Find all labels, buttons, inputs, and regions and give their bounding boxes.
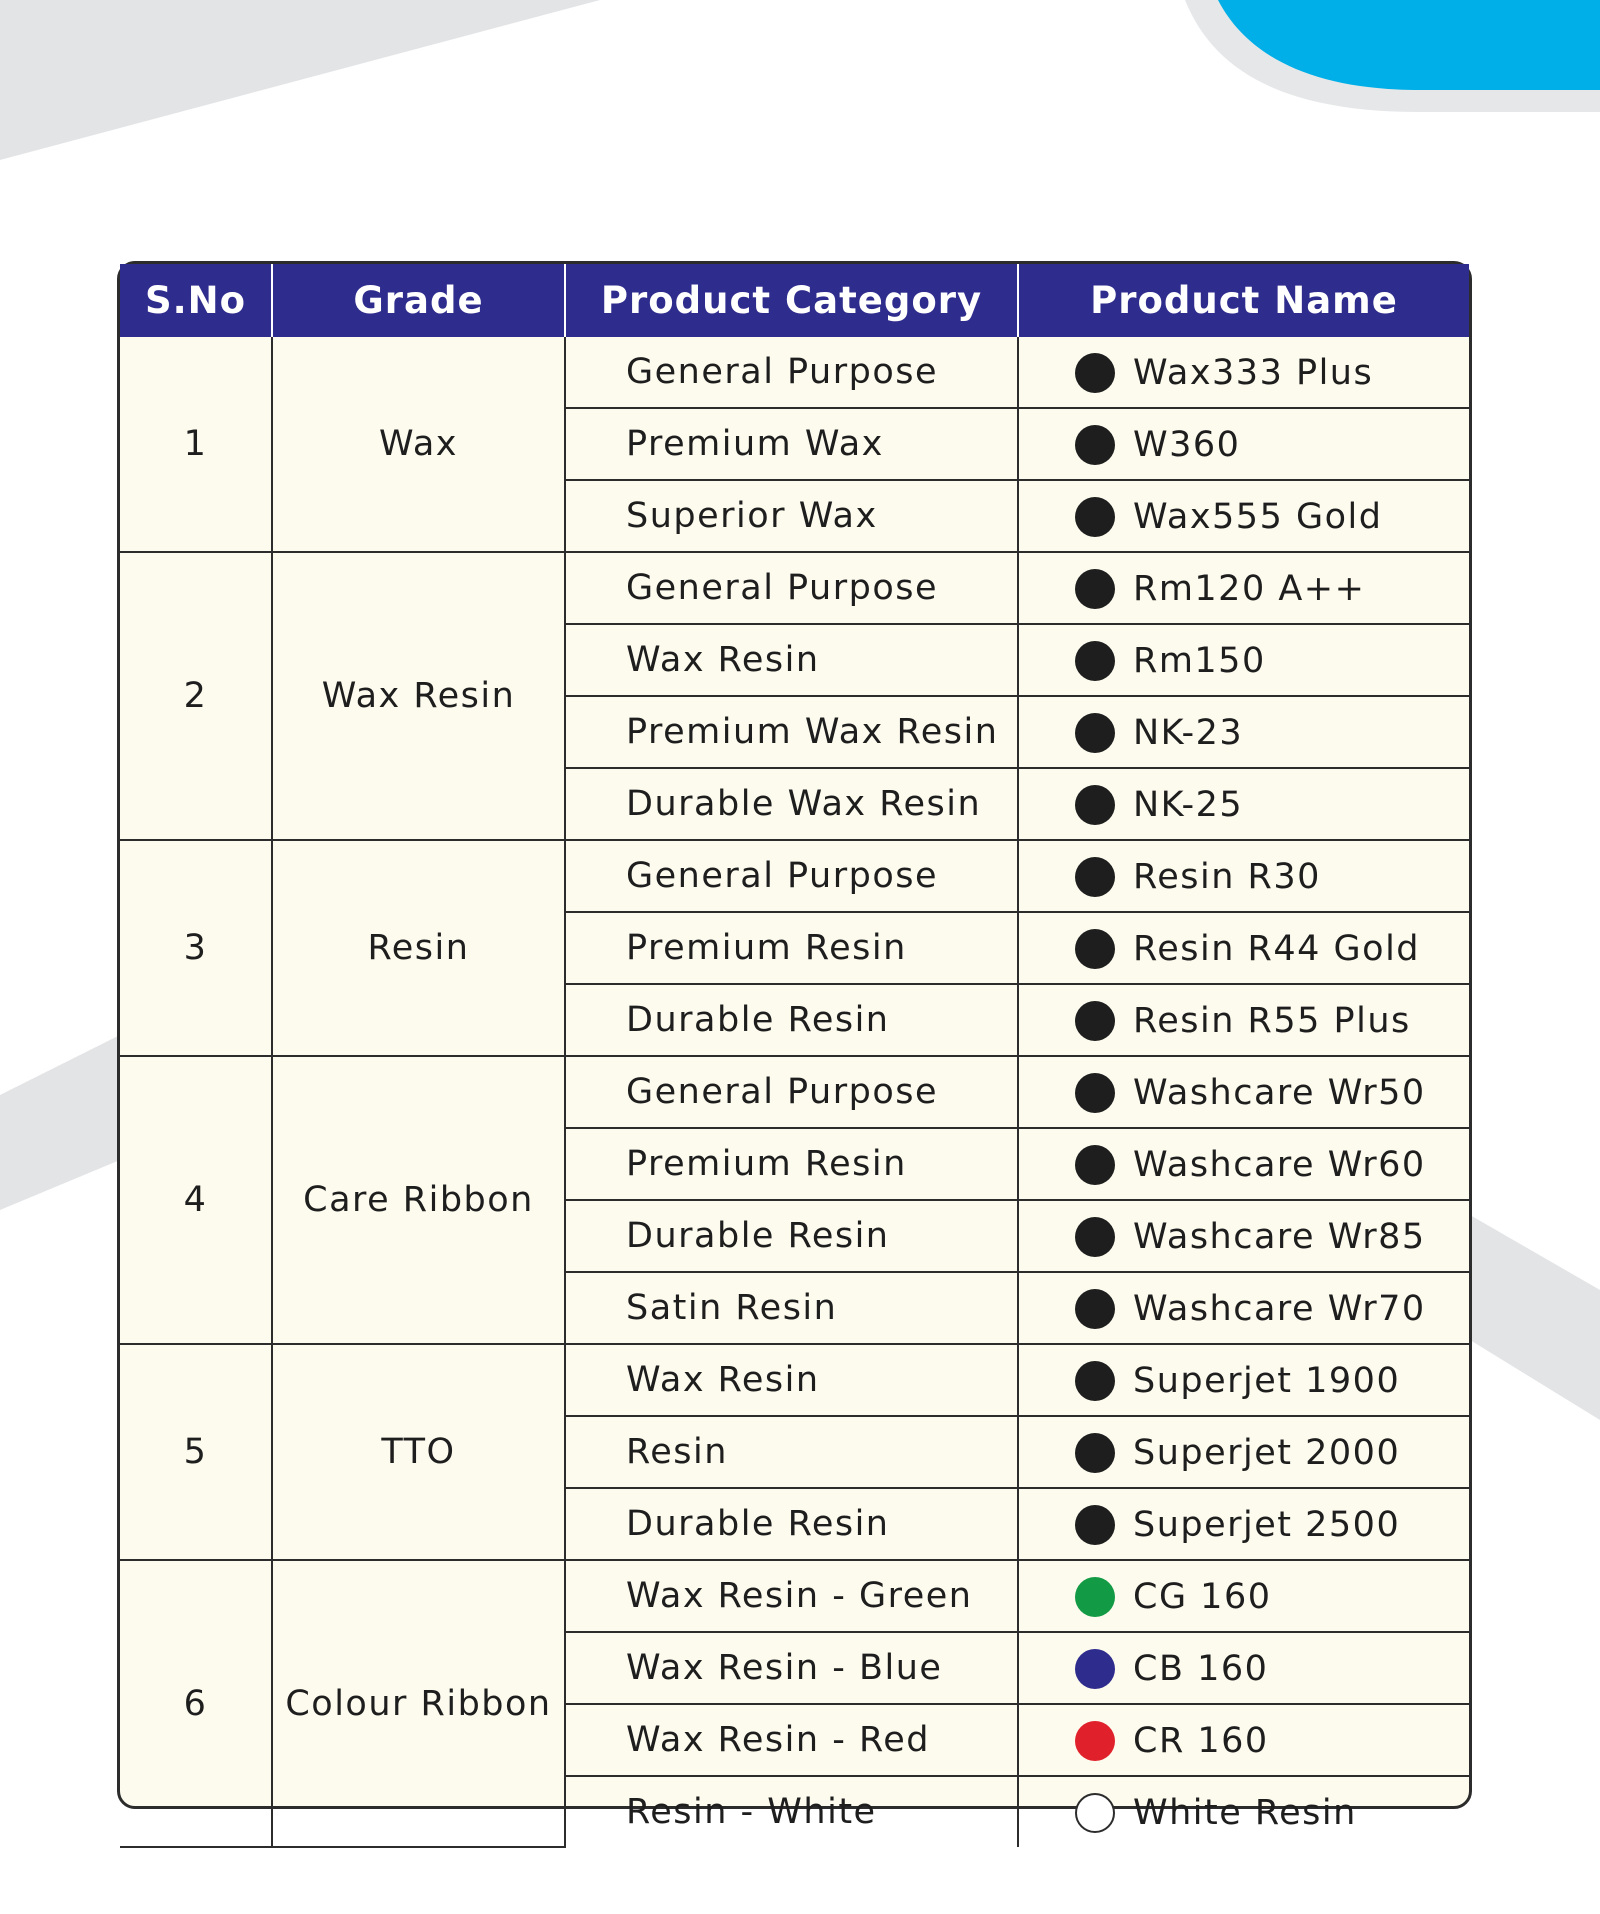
cell-product-name xyxy=(1018,1344,1469,1416)
header-sno: S.No xyxy=(120,264,272,337)
color-dot-icon xyxy=(1075,1577,1115,1617)
cell-product-name xyxy=(1018,480,1469,552)
cell-product-category: Premium Wax xyxy=(565,408,1018,480)
cell-product-name xyxy=(1018,1056,1469,1128)
cell-product-category: Wax Resin - Green xyxy=(565,1560,1018,1632)
product-name-text: Washcare Wr70 xyxy=(1133,1288,1426,1329)
cell-grade: Wax xyxy=(272,337,565,552)
color-dot-icon xyxy=(1075,1001,1115,1041)
product-name-text: Rm150 xyxy=(1133,640,1266,681)
cell-product-name xyxy=(1018,1704,1469,1776)
color-dot-icon xyxy=(1075,641,1115,681)
color-dot-icon xyxy=(1075,1721,1115,1761)
cell-product-name xyxy=(1018,1776,1469,1847)
product-name-text: Resin R44 Gold xyxy=(1133,928,1421,969)
product-table-container xyxy=(117,261,1472,1833)
color-dot-icon xyxy=(1075,785,1115,825)
cell-product-name xyxy=(1018,1416,1469,1488)
color-dot-icon xyxy=(1075,1145,1115,1185)
cell-product-name xyxy=(1018,552,1469,624)
product-name-text: Resin R55 Plus xyxy=(1133,1000,1411,1041)
header-product-name: Product Name xyxy=(1018,264,1469,337)
cell-product-name xyxy=(1018,1632,1469,1704)
cell-product-category: Superior Wax xyxy=(565,480,1018,552)
cell-grade: Care Ribbon xyxy=(272,1056,565,1344)
color-dot-icon xyxy=(1075,1793,1115,1833)
cell-product-category: Wax Resin xyxy=(565,624,1018,696)
cell-product-category: General Purpose xyxy=(565,552,1018,624)
table-row xyxy=(120,1344,1469,1416)
product-name-text: Wax555 Gold xyxy=(1133,496,1383,537)
product-name-text: Superjet 1900 xyxy=(1133,1360,1401,1401)
product-name-text: Washcare Wr50 xyxy=(1133,1072,1426,1113)
cell-product-name xyxy=(1018,1272,1469,1344)
cell-product-name xyxy=(1018,1488,1469,1560)
table-row xyxy=(120,1560,1469,1632)
cell-product-name xyxy=(1018,912,1469,984)
product-name-text: Washcare Wr60 xyxy=(1133,1144,1426,1185)
product-name-text: NK-23 xyxy=(1133,712,1244,753)
color-dot-icon xyxy=(1075,1289,1115,1329)
cell-grade: Colour Ribbon xyxy=(272,1560,565,1847)
header-grade: Grade xyxy=(272,264,565,337)
cell-product-name xyxy=(1018,768,1469,840)
product-name-text: Washcare Wr85 xyxy=(1133,1216,1426,1257)
cell-product-category: Wax Resin - Red xyxy=(565,1704,1018,1776)
cell-sno: 2 xyxy=(120,552,272,840)
cell-sno: 6 xyxy=(120,1560,272,1847)
cell-product-name xyxy=(1018,840,1469,912)
product-name-text: CB 160 xyxy=(1133,1648,1269,1689)
cell-product-name xyxy=(1018,408,1469,480)
product-name-text: CG 160 xyxy=(1133,1576,1272,1617)
color-dot-icon xyxy=(1075,497,1115,537)
cell-product-category: General Purpose xyxy=(565,1056,1018,1128)
header-product-category: Product Category xyxy=(565,264,1018,337)
cell-product-category: Resin xyxy=(565,1416,1018,1488)
cell-product-category: Satin Resin xyxy=(565,1272,1018,1344)
top-left-swoosh xyxy=(0,0,600,160)
table-row xyxy=(120,552,1469,624)
cell-grade: Resin xyxy=(272,840,565,1056)
cell-sno: 3 xyxy=(120,840,272,1056)
cell-product-name xyxy=(1018,696,1469,768)
cell-product-name xyxy=(1018,984,1469,1056)
cell-product-category: Durable Resin xyxy=(565,984,1018,1056)
cell-product-category: General Purpose xyxy=(565,337,1018,408)
table-body xyxy=(120,337,1469,1847)
product-name-text: Rm120 A++ xyxy=(1133,568,1366,609)
cell-product-category: Resin - White xyxy=(565,1776,1018,1847)
color-dot-icon xyxy=(1075,1073,1115,1113)
table-row xyxy=(120,337,1469,408)
cell-product-category: Premium Wax Resin xyxy=(565,696,1018,768)
cell-grade: Wax Resin xyxy=(272,552,565,840)
cell-grade: TTO xyxy=(272,1344,565,1560)
color-dot-icon xyxy=(1075,1217,1115,1257)
product-name-text: Superjet 2500 xyxy=(1133,1504,1401,1545)
cell-product-name xyxy=(1018,1560,1469,1632)
product-name-text: Resin R30 xyxy=(1133,856,1321,897)
product-name-text: W360 xyxy=(1133,424,1241,465)
right-mid-swoosh xyxy=(1470,1215,1600,1420)
color-dot-icon xyxy=(1075,857,1115,897)
color-dot-icon xyxy=(1075,1505,1115,1545)
cell-sno: 1 xyxy=(120,337,272,552)
table-row xyxy=(120,1056,1469,1128)
cell-product-category: Wax Resin - Blue xyxy=(565,1632,1018,1704)
cell-product-category: Durable Resin xyxy=(565,1488,1018,1560)
color-dot-icon xyxy=(1075,1361,1115,1401)
color-dot-icon xyxy=(1075,1649,1115,1689)
color-dot-icon xyxy=(1075,353,1115,393)
color-dot-icon xyxy=(1075,425,1115,465)
cell-product-category: General Purpose xyxy=(565,840,1018,912)
cell-product-category: Premium Resin xyxy=(565,912,1018,984)
product-name-text: White Resin xyxy=(1133,1792,1357,1833)
cell-product-name xyxy=(1018,1128,1469,1200)
cell-product-name xyxy=(1018,337,1469,408)
color-dot-icon xyxy=(1075,569,1115,609)
table-header-row xyxy=(120,264,1469,337)
cell-product-name xyxy=(1018,624,1469,696)
cell-product-category: Durable Wax Resin xyxy=(565,768,1018,840)
cell-sno: 5 xyxy=(120,1344,272,1560)
product-table xyxy=(120,264,1469,1848)
product-name-text: Wax333 Plus xyxy=(1133,352,1374,393)
cell-product-category: Wax Resin xyxy=(565,1344,1018,1416)
product-name-text: CR 160 xyxy=(1133,1720,1269,1761)
color-dot-icon xyxy=(1075,713,1115,753)
product-name-text: Superjet 2000 xyxy=(1133,1432,1401,1473)
cell-product-category: Durable Resin xyxy=(565,1200,1018,1272)
cell-sno: 4 xyxy=(120,1056,272,1344)
product-name-text: NK-25 xyxy=(1133,784,1244,825)
color-dot-icon xyxy=(1075,1433,1115,1473)
table-row xyxy=(120,840,1469,912)
color-dot-icon xyxy=(1075,929,1115,969)
cell-product-name xyxy=(1018,1200,1469,1272)
cell-product-category: Premium Resin xyxy=(565,1128,1018,1200)
left-mid-swoosh xyxy=(0,1035,120,1210)
